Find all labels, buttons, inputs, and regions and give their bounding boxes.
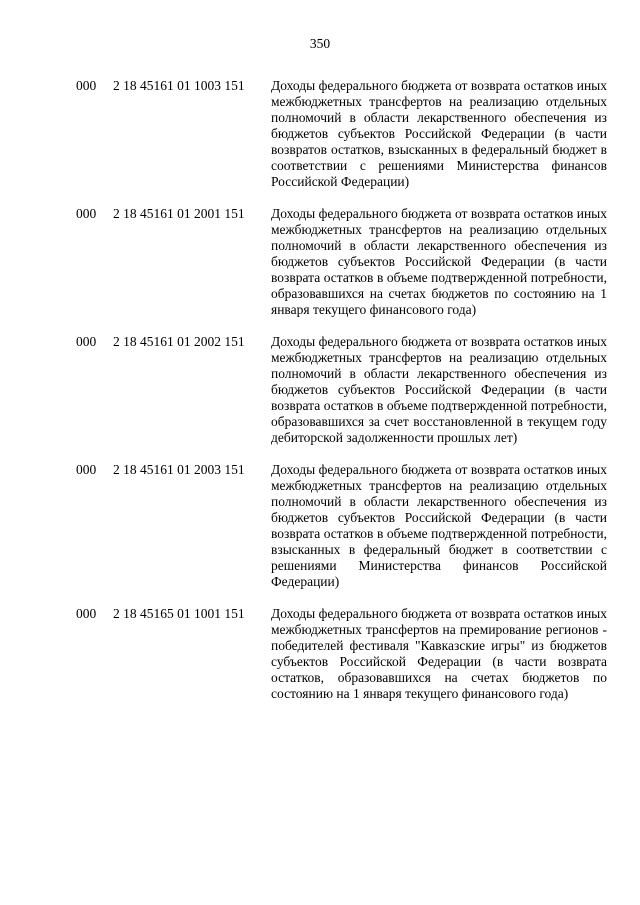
budget-classification-code: 2 18 45161 01 2002 151 xyxy=(113,334,245,349)
page-number: 350 xyxy=(309,36,331,51)
budget-classification-code: 2 18 45161 01 1003 151 xyxy=(113,78,245,93)
budget-classification-code: 2 18 45165 01 1001 151 xyxy=(113,606,245,621)
list-item xyxy=(0,78,640,190)
revenue-description: Доходы федерального бюджета от возврата остатков иных межбюджетных трансфертов на реализацию отдельных полномочий в области лекарственного обеспечения из бюджетов субъектов Российской Федерации (в части возврата остатков в объеме подтвержденной потребности, образовавшихся за счет восстановленной в текущем году дебиторской задолженности прошлых лет) xyxy=(271,334,607,445)
administrator-code: 000 xyxy=(76,606,97,621)
revenue-description: Доходы федерального бюджета от возврата остатков иных межбюджетных трансфертов на реализацию отдельных полномочий в области лекарственного обеспечения из бюджетов субъектов Российской Федерации (в части возврата остатков в объеме подтвержденной потребности, взысканных в федеральный бюджет в соответствии с решениями Министерства финансов Российской Федерации) xyxy=(271,462,607,589)
list-item xyxy=(0,206,640,318)
budget-classification-code: 2 18 45161 01 2003 151 xyxy=(113,462,245,477)
list-item xyxy=(0,334,640,446)
budget-code-list xyxy=(0,78,640,718)
administrator-code: 000 xyxy=(76,206,97,221)
budget-classification-code: 2 18 45161 01 2001 151 xyxy=(113,206,245,221)
list-item xyxy=(0,606,640,702)
administrator-code: 000 xyxy=(76,334,97,349)
revenue-description: Доходы федерального бюджета от возврата остатков иных межбюджетных трансфертов на реализацию отдельных полномочий в области лекарственного обеспечения из бюджетов субъектов Российской Федерации (в части возврата остатков в объеме подтвержденной потребности, образовавшихся на счетах бюджетов по состоянию на 1 января текущего финансового года) xyxy=(271,206,607,317)
revenue-description: Доходы федерального бюджета от возврата остатков иных межбюджетных трансфертов на премирование регионов - победителей фестиваля "Кавказские игры" из бюджетов субъектов Российской Федерации (в части возврата остатков, образовавшихся на счетах бюджетов по состоянию на 1 января текущего финансового года) xyxy=(271,606,607,701)
administrator-code: 000 xyxy=(76,462,97,477)
administrator-code: 000 xyxy=(76,78,97,93)
list-item xyxy=(0,462,640,590)
revenue-description: Доходы федерального бюджета от возврата остатков иных межбюджетных трансфертов на реализацию отдельных полномочий в области лекарственного обеспечения из бюджетов субъектов Российской Федерации (в части возвратов остатков, взысканных в федеральный бюджет в соответствии с решениями Министерства финансов Российской Федерации) xyxy=(271,78,607,189)
